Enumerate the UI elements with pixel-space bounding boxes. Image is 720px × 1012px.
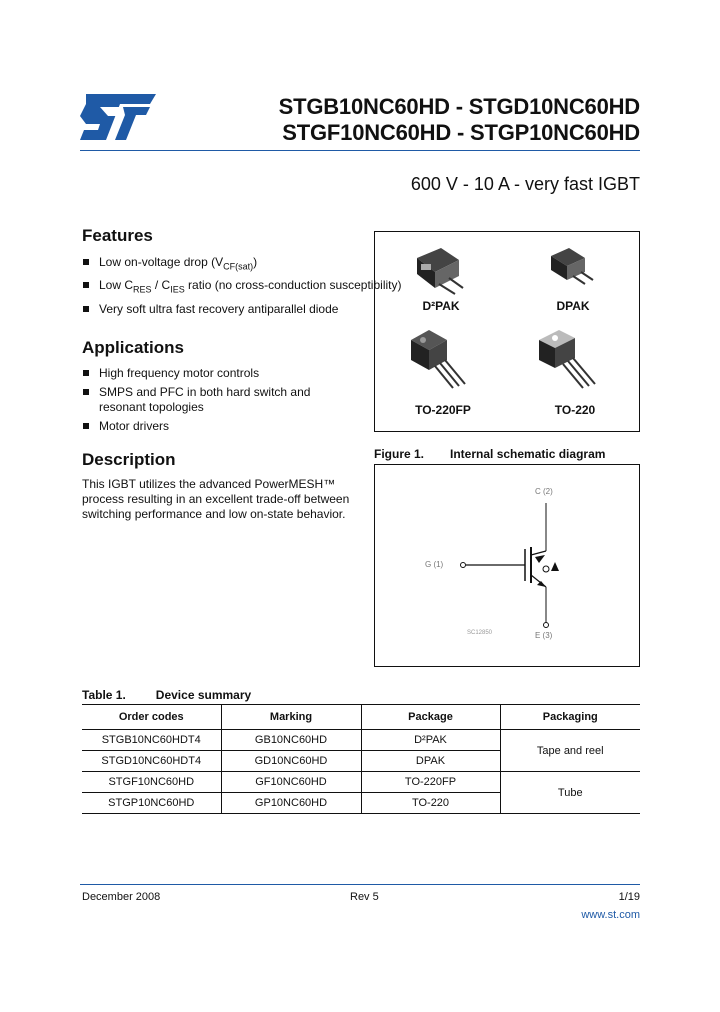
figure-caption bbox=[374, 447, 605, 461]
table-cell: STGD10NC60HDT4 bbox=[82, 751, 221, 772]
package-label-dpak: DPAK bbox=[556, 299, 590, 313]
list-item: High frequency motor controls bbox=[82, 366, 342, 381]
table-cell-packaging: Tape and reel bbox=[500, 730, 640, 772]
table-header-cell: Packaging bbox=[500, 705, 640, 730]
package-box bbox=[374, 231, 640, 432]
table-cell: STGF10NC60HD bbox=[82, 772, 221, 793]
applications-list bbox=[82, 366, 342, 438]
package-label-to220: TO-220 bbox=[554, 403, 596, 417]
package-label-to220fp: TO-220FP bbox=[415, 403, 471, 417]
header-divider bbox=[80, 150, 640, 151]
table-cell: D²PAK bbox=[361, 730, 500, 751]
st-logo bbox=[80, 94, 156, 140]
features-list bbox=[82, 255, 401, 321]
to220-package-image bbox=[535, 326, 609, 396]
schematic-code: SC12850 bbox=[467, 630, 493, 636]
table-cell: GD10NC60HD bbox=[221, 751, 361, 772]
title-line-1: STGB10NC60HD - STGD10NC60HD bbox=[278, 94, 640, 119]
collector-label: C (2) bbox=[535, 487, 553, 496]
table-header-cell: Marking bbox=[221, 705, 361, 730]
table-cell: GB10NC60HD bbox=[221, 730, 361, 751]
table-caption bbox=[82, 688, 251, 702]
dpak-package-image bbox=[545, 246, 601, 296]
table-cell: STGB10NC60HDT4 bbox=[82, 730, 221, 751]
list-item: Motor drivers bbox=[82, 419, 342, 434]
table-row bbox=[82, 772, 640, 793]
to220fp-package-image bbox=[407, 326, 477, 396]
title-line-2: STGF10NC60HD - STGP10NC60HD bbox=[282, 120, 640, 145]
table-header-cell: Package bbox=[361, 705, 500, 730]
table-title: Device summary bbox=[155, 688, 252, 702]
description-heading: Description bbox=[82, 450, 176, 469]
applications-heading: Applications bbox=[82, 338, 185, 357]
list-item: Low $C_{RES} / C_{IES}$ ratio (no cross-conduction susceptibility) bbox=[82, 278, 401, 297]
d2pak-package-image bbox=[411, 244, 471, 304]
subtitle: 600 V - 10 A - very fast IGBT bbox=[410, 174, 640, 194]
footer-date: December 2008 bbox=[82, 891, 161, 903]
description-text: This IGBT utilizes the advanced PowerMESH™ process resulting in an excellent trade-off between switching performance and low on-state behavior. bbox=[82, 477, 350, 521]
table-row bbox=[82, 730, 640, 751]
emitter-label: E (3) bbox=[535, 631, 553, 640]
figure-title: Internal schematic diagram bbox=[450, 447, 606, 461]
igbt-schematic bbox=[375, 465, 639, 666]
footer-rev: Rev 5 bbox=[350, 891, 379, 903]
footer-url-link[interactable]: www.st.com bbox=[581, 909, 640, 921]
table-cell-packaging: Tube bbox=[500, 772, 640, 814]
table-header-cell: Order codes bbox=[82, 705, 221, 730]
table-cell: TO-220FP bbox=[361, 772, 500, 793]
figure-number: Figure 1. bbox=[374, 447, 425, 461]
package-label-d2pak: D²PAK bbox=[422, 299, 460, 313]
footer-divider bbox=[80, 884, 640, 885]
device-summary-table bbox=[82, 704, 640, 814]
table-cell: GP10NC60HD bbox=[221, 793, 361, 814]
table-cell: TO-220 bbox=[361, 793, 500, 814]
footer-page: 1/19 bbox=[618, 891, 640, 903]
features-heading: Features bbox=[82, 226, 153, 245]
list-item: Very soft ultra fast recovery antiparallel diode bbox=[82, 302, 401, 317]
list-item: Low on-voltage drop $(V_{CF(sat)})$ bbox=[82, 255, 401, 274]
table-cell: GF10NC60HD bbox=[221, 772, 361, 793]
schematic-box bbox=[374, 464, 640, 667]
table-header-row bbox=[82, 705, 640, 730]
table-cell: STGP10NC60HD bbox=[82, 793, 221, 814]
list-item: SMPS and PFC in both hard switch and resonant topologies bbox=[82, 385, 342, 415]
table-number: Table 1. bbox=[82, 688, 126, 702]
gate-label: G (1) bbox=[425, 560, 444, 569]
table-cell: DPAK bbox=[361, 751, 500, 772]
